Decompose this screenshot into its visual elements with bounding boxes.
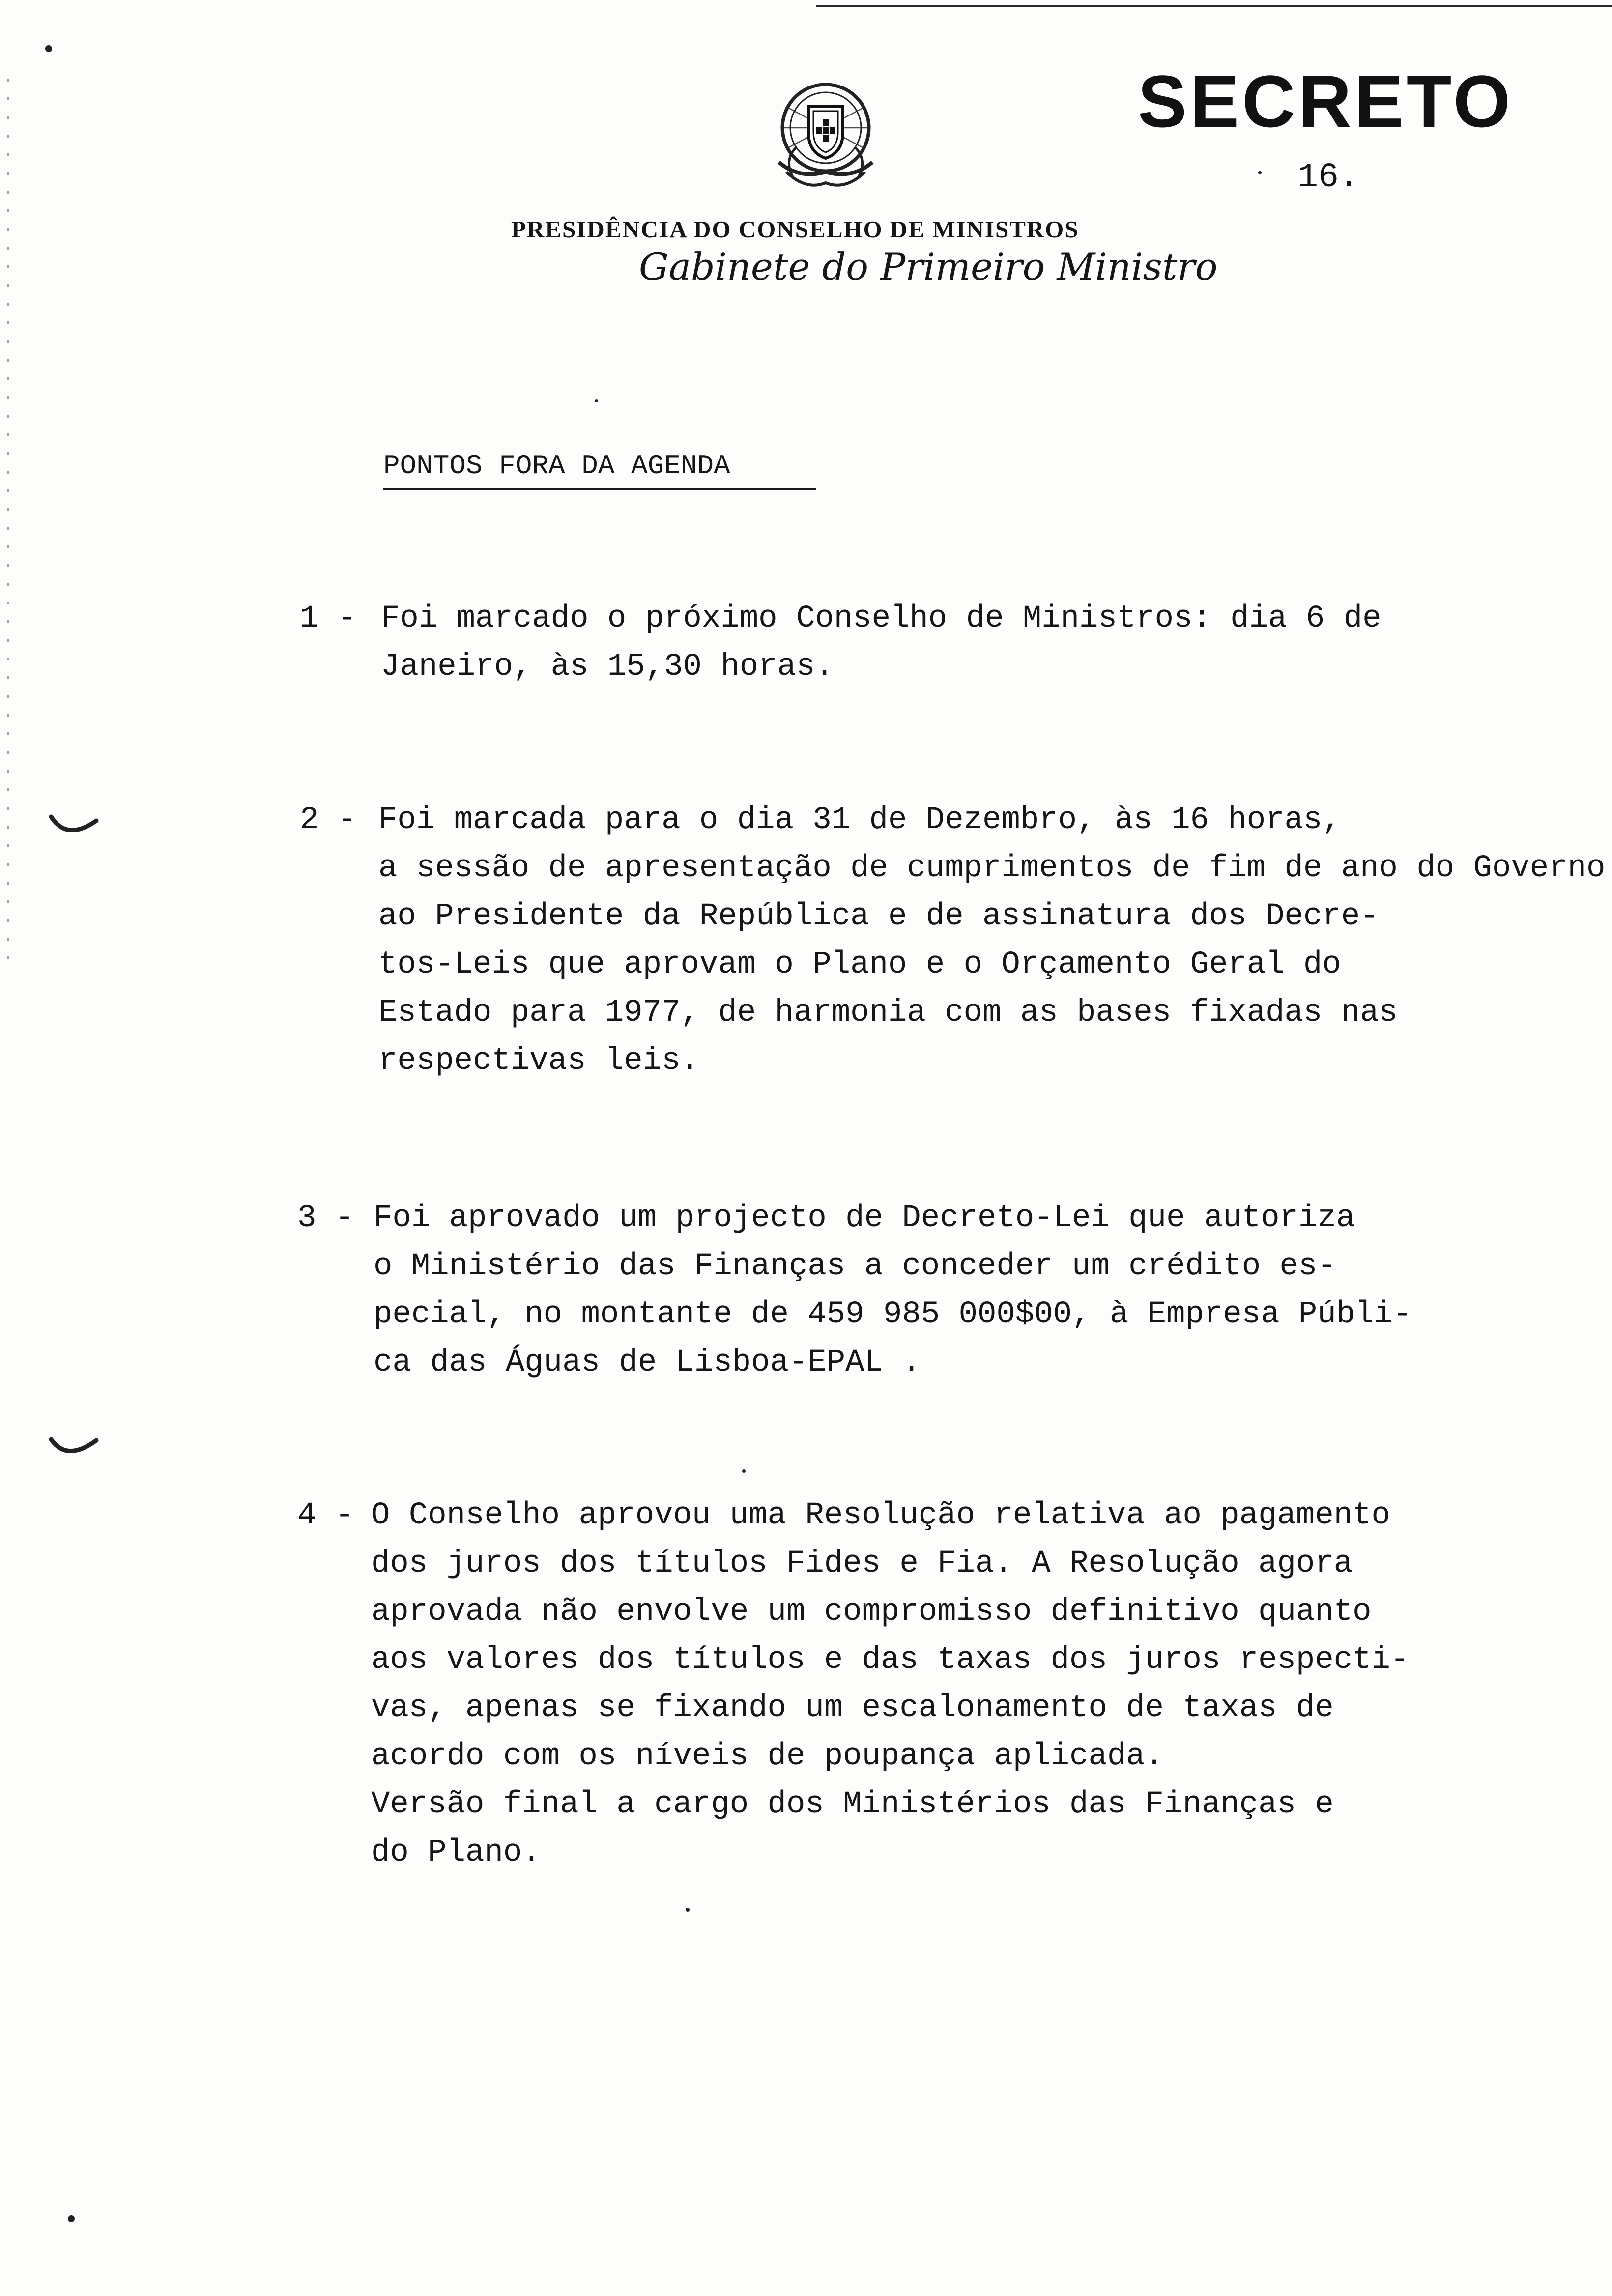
portuguese-coat-of-arms-icon bbox=[759, 74, 892, 197]
item-text-line: acordo com os níveis de poupança aplicada. bbox=[371, 1739, 1164, 1774]
item-text-line: aprovada não envolve um compromisso definitivo quanto bbox=[371, 1594, 1372, 1630]
item-text-line: respectivas leis. bbox=[378, 1043, 699, 1079]
item-text-line: tos-Leis que aprovam o Plano e o Orçamento Geral do bbox=[378, 947, 1341, 982]
left-margin-marks bbox=[7, 79, 9, 963]
item-text-line: dos juros dos títulos Fides e Fia. A Resolução agora bbox=[371, 1546, 1353, 1581]
item-text-line: O Conselho aprovou uma Resolução relativa ao pagamento bbox=[371, 1498, 1390, 1533]
agenda-item-3 bbox=[297, 1194, 1411, 1387]
item-text-line: Estado para 1977, de harmonia com as bases fixadas nas bbox=[378, 995, 1398, 1031]
item-text-line: Versão final a cargo dos Ministérios das Finanças e bbox=[371, 1787, 1334, 1822]
institution-heading: PRESIDÊNCIA DO CONSELHO DE MINISTROS bbox=[511, 216, 1079, 243]
item-text-line: o Ministério das Finanças a conceder um crédito es- bbox=[374, 1249, 1336, 1284]
item-text-line: ao Presidente da República e de assinatura dos Decre- bbox=[378, 899, 1379, 934]
item-text-line: Foi marcada para o dia 31 de Dezembro, às 16 horas, bbox=[378, 803, 1341, 838]
agenda-item-4 bbox=[297, 1492, 1409, 1877]
top-edge-rule bbox=[816, 5, 1612, 7]
item-number: 3 - bbox=[297, 1201, 354, 1236]
margin-check-mark-icon bbox=[47, 1433, 101, 1467]
speck bbox=[68, 2215, 75, 2222]
item-number: 4 - bbox=[297, 1498, 354, 1533]
item-text-line: do Plano. bbox=[371, 1835, 541, 1870]
item-text-line: aos valores dos títulos e das taxas dos juros respecti- bbox=[371, 1642, 1410, 1678]
item-number: 2 - bbox=[300, 803, 357, 838]
speck bbox=[1258, 171, 1262, 174]
item-text-line: a sessão de apresentação de cumprimentos de fim de ano do Governo bbox=[378, 851, 1606, 886]
speck bbox=[595, 399, 598, 402]
margin-check-mark-icon bbox=[47, 811, 101, 845]
agenda-item-1 bbox=[300, 595, 1382, 691]
page-number: 16. bbox=[1297, 158, 1360, 197]
item-text-line: Foi aprovado um projecto de Decreto-Lei que autoriza bbox=[374, 1201, 1355, 1236]
item-text-line: Foi marcado o próximo Conselho de Ministros: dia 6 de bbox=[381, 601, 1382, 636]
office-subheading: Gabinete do Primeiro Ministro bbox=[639, 245, 1218, 288]
speck bbox=[742, 1469, 746, 1473]
item-text-line: ca das Águas de Lisboa-EPAL . bbox=[374, 1345, 921, 1380]
item-text-line: Janeiro, às 15,30 horas. bbox=[381, 649, 834, 685]
item-number: 1 - bbox=[300, 601, 357, 636]
agenda-item-2 bbox=[300, 796, 1605, 1085]
section-title-underline bbox=[383, 488, 816, 490]
speck bbox=[686, 1908, 690, 1912]
section-title: PONTOS FORA DA AGENDA bbox=[383, 450, 730, 482]
classification-stamp: SECRETO bbox=[1138, 60, 1514, 143]
item-text-line: pecial, no montante de 459 985 000$00, à Empresa Públi- bbox=[374, 1297, 1412, 1332]
item-text-line: vas, apenas se fixando um escalonamento de taxas de bbox=[371, 1691, 1334, 1726]
speck bbox=[45, 45, 52, 52]
